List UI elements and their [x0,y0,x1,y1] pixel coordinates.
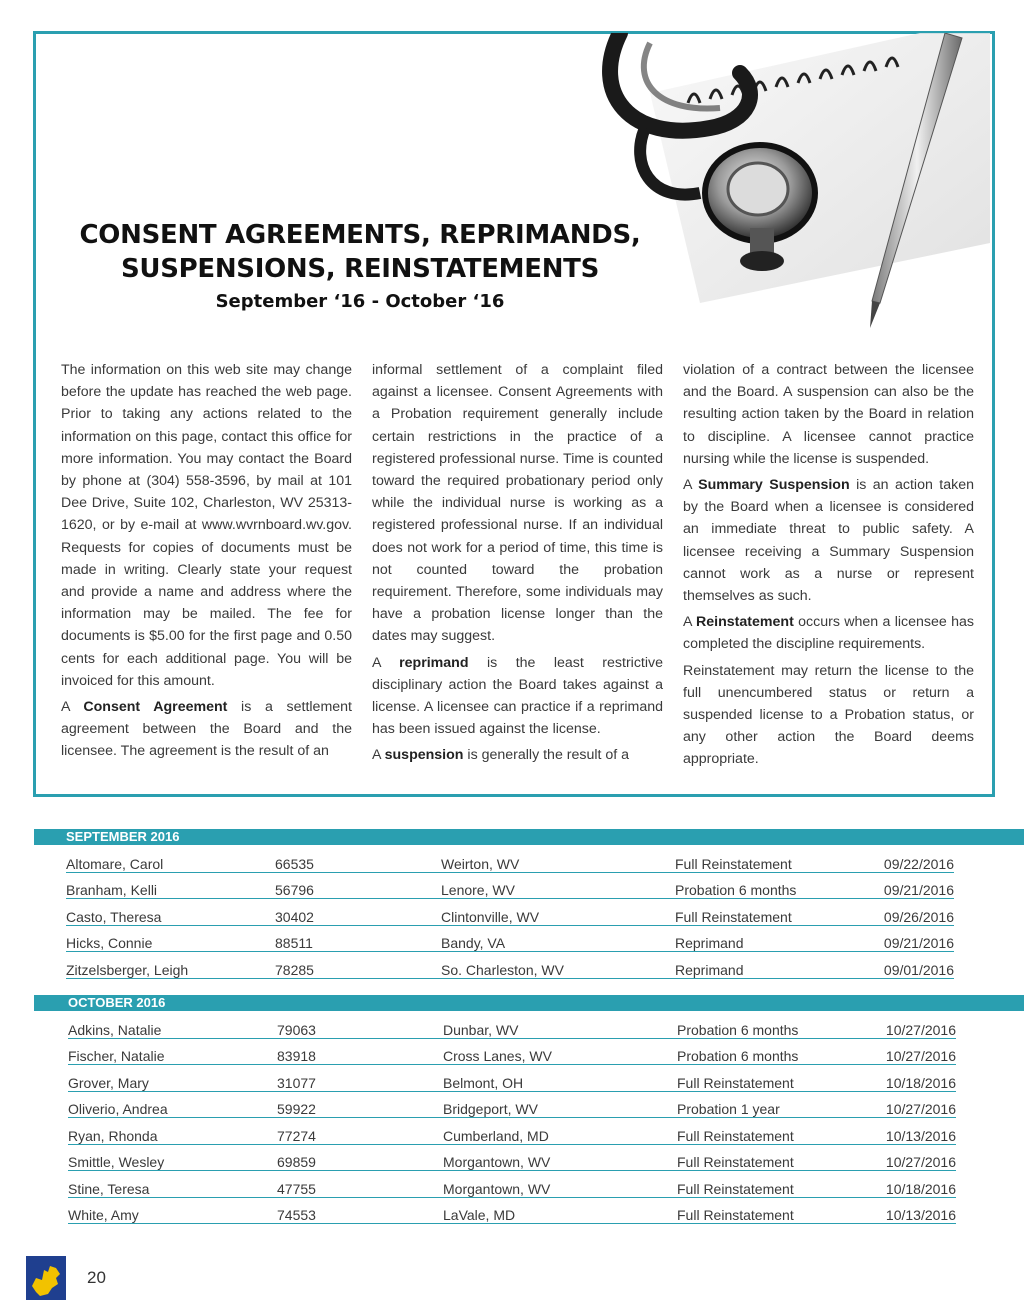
table-row [68,1172,956,1198]
table-row [68,1013,956,1039]
licensee-city: Belmont, OH [443,1074,524,1091]
action-date: 09/01/2016 [883,961,954,978]
license-number: 83918 [277,1048,316,1064]
action-date: 10/27/2016 [885,1154,956,1170]
licensee-city: Clintonville, WV [441,908,540,925]
disciplinary-action: Reprimand [675,961,744,978]
licensee-city: Weirton, WV [441,855,520,872]
disciplinary-action: Probation 6 months [677,1021,799,1038]
intro-column-3 [683,359,974,775]
intro-column-1 [61,359,352,767]
licensee-city: Cumberland, MD [443,1127,549,1144]
page-number: 20 [87,1268,106,1287]
licensee-city: So. Charleston, WV [441,961,564,978]
action-date: 10/18/2016 [885,1180,956,1197]
licensee-name: Ryan, Rhonda [68,1127,158,1144]
disciplinary-action: Full Reinstatement [675,855,792,872]
licensee-name: Smittle, Wesley [68,1154,165,1170]
licensee-name: Branham, Kelli [66,882,158,898]
disciplinary-action: Full Reinstatement [677,1154,794,1170]
action-date: 10/18/2016 [885,1074,956,1091]
action-date: 09/26/2016 [883,908,954,925]
disciplinary-action: Full Reinstatement [677,1127,794,1144]
licensee-name: Casto, Theresa [66,908,162,925]
licensee-name: Grover, Mary [68,1074,149,1091]
license-number: 31077 [277,1074,316,1091]
reprimand-paragraph: A reprimand is the least restrictive disciplinary action the Board takes against a license. A licensee can practice if a reprimand has been issued against the license. [372,654,663,738]
intro-column-2 [372,359,663,771]
october-label: OCTOBER 2016 [68,995,166,1010]
page-title [50,218,670,286]
licensee-name: Fischer, Natalie [68,1048,165,1064]
reinstatement-paragraph: A Reinstatement occurs when a licensee has completed the discipline requirements. [683,614,975,653]
license-number: 47755 [277,1180,316,1197]
license-number: 78285 [275,961,314,978]
licensee-city: Bandy, VA [441,935,506,951]
licensee-city: Cross Lanes, WV [443,1048,552,1064]
title-line-1: CONSENT AGREEMENTS, REPRIMANDS, [79,220,641,250]
consent-agreement-paragraph: A Consent Agreement is a settlement agreement between the Board and the licensee. The agreement is the result of an [61,699,352,760]
licensee-name: Zitzelsberger, Leigh [66,961,189,978]
action-date: 10/27/2016 [885,1048,956,1064]
table-row [68,1093,956,1119]
licensee-name: Hicks, Connie [66,935,153,951]
license-number: 59922 [277,1101,316,1117]
action-date: 10/13/2016 [885,1127,956,1144]
licensee-city: LaVale, MD [443,1207,516,1223]
suspension-paragraph: A suspension is generally the result of a [372,747,630,764]
table-row [68,1119,956,1145]
consent-agreement-continued: informal settlement of a complaint filed against a licensee. Consent Agreements with a Probation requirement generally include certain restrictions in the practice of a registered professional nurse. Time is counted toward the required probationary period only while the individual nurse is working as a registered professional nurse. If an individual does not work for a period of time, this time is not counted toward the probation requirement. Therefore, some individuals may have a probation license longer than the dates may suggest. [372,362,663,645]
disciplinary-action: Full Reinstatement [675,908,792,925]
intro-paragraph: The information on this web site may change before the update has reached the web page. Prior to taking any actions related to the information on this page, contact this office for more information. You may contact the Board by phone at (304) 558-3596, by mail at 101 Dee Drive, Suite 102, Charleston, WV 25313-1620, or by e-mail at www.wvrnboard.wv.gov. Requests for copies of documents must be made in writing. Clearly state your request and provide a name and address where the information may be mailed. The fee for documents is $5.00 for the first page and 0.50 cents for each additional page. You will be invoiced for this amount. [61,362,352,689]
september-table [66,847,954,980]
disciplinary-action: Full Reinstatement [677,1074,794,1091]
license-number: 79063 [277,1021,316,1038]
disciplinary-action: Probation 6 months [677,1048,799,1064]
table-row [68,1066,956,1092]
licensee-name: Stine, Teresa [68,1180,150,1197]
action-date: 09/21/2016 [883,935,954,951]
suspension-continued: violation of a contract between the licensee and the Board. A suspension can also be the resulting action taken by the Board in relation to discipline. A licensee cannot practice nursing while the license is suspended. [683,362,974,467]
table-row [66,847,954,873]
action-date: 10/27/2016 [885,1021,956,1038]
disciplinary-action: Full Reinstatement [677,1207,794,1223]
license-number: 69859 [277,1154,316,1170]
reinstatement-paragraph-2: Reinstatement may return the license to the full unencumbered status or return a suspended license to a Probation status, or any other action the Board deems appropriate. [683,662,974,768]
table-row [68,1199,956,1225]
title-line-2: SUSPENSIONS, REINSTATEMENTS [120,254,600,284]
page-subtitle: September ‘16 - October ‘16 [215,291,505,312]
license-number: 74553 [277,1207,316,1223]
table-row [66,953,954,979]
action-date: 10/27/2016 [885,1101,956,1117]
disciplinary-action: Probation 6 months [675,882,797,898]
disciplinary-action: Probation 1 year [677,1101,780,1117]
action-date: 09/22/2016 [883,855,954,872]
west-virginia-state-icon [26,1256,66,1300]
disciplinary-action: Full Reinstatement [677,1180,794,1197]
licensee-city: Morgantown, WV [443,1154,551,1170]
october-table [68,1013,956,1225]
action-date: 10/13/2016 [885,1207,956,1223]
licensee-name: Adkins, Natalie [68,1021,162,1038]
table-row [66,927,954,953]
summary-suspension-paragraph: A Summary Suspension is an action taken by the Board when a licensee is considered an immediate threat to public safety. A licensee receiving a Summary Suspension cannot work as a nurse or represent themselves as such. [683,477,974,605]
stethoscope-notebook-illustration [590,33,990,333]
table-row [66,900,954,926]
license-number: 30402 [275,908,314,925]
licensee-name: Altomare, Carol [66,855,164,872]
october-section-header [34,995,1024,1011]
table-row [68,1040,956,1066]
licensee-city: Bridgeport, WV [443,1101,538,1117]
action-date: 09/21/2016 [883,882,954,898]
licensee-city: Lenore, WV [441,882,515,898]
licensee-city: Morgantown, WV [443,1180,551,1197]
disciplinary-action: Reprimand [675,935,744,951]
license-number: 77274 [277,1127,316,1144]
september-section-header [34,829,1024,845]
september-label: SEPTEMBER 2016 [66,829,180,844]
table-row [68,1146,956,1172]
license-number: 66535 [275,855,314,872]
licensee-city: Dunbar, WV [443,1021,519,1038]
licensee-name: Oliverio, Andrea [68,1101,168,1117]
licensee-name: White, Amy [68,1207,139,1223]
license-number: 88511 [275,935,313,951]
table-row [66,874,954,900]
license-number: 56796 [275,882,314,898]
